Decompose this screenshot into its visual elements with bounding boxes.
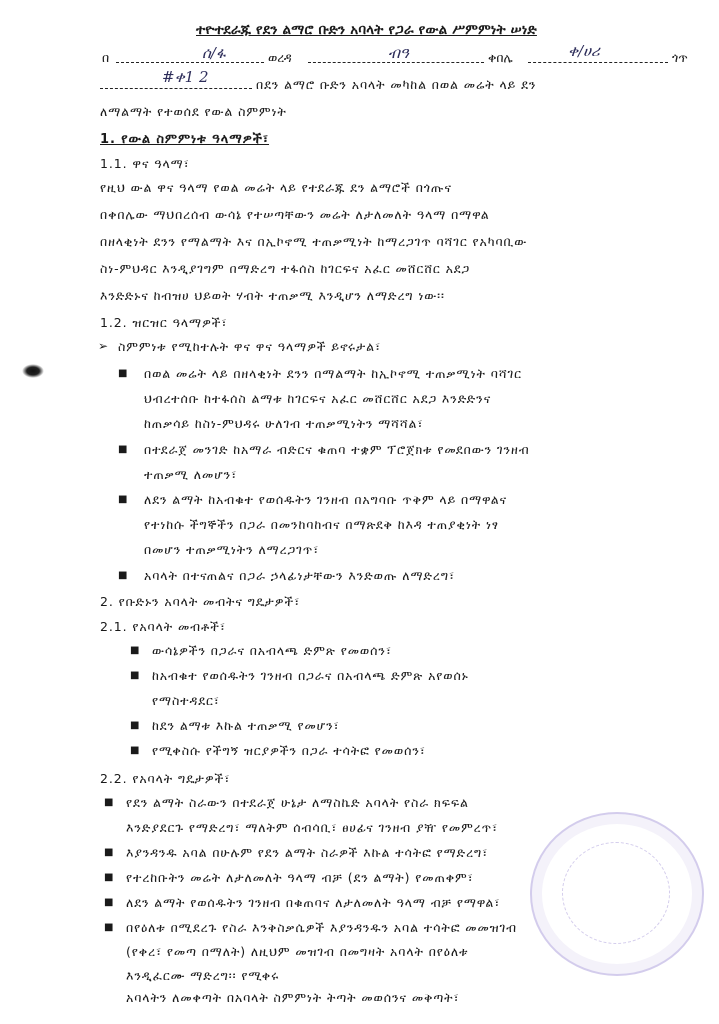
handwritten-zone: ሰ/ፋ: [202, 44, 226, 62]
document-title: ተዮተደራጁ የደን ልማሮ ቡድን አባላት የጋራ የውል ሥምምነት ሠነድ: [196, 22, 537, 38]
list-item-line: ከጠቃሳይ ከስነ-ምህዳሩ ሁለገብ ተጠቃሚነትን ማሻሻል፣: [144, 416, 424, 431]
official-stamp: [530, 812, 704, 976]
section-2-2-heading: 2.2. የአባላት ግዴታዎች፣: [100, 771, 231, 786]
section-1-1-heading: 1.1. ዋና ዓላማ፣: [100, 156, 190, 171]
list-item-line: በተደራጀ መንገድ ከአማራ ብድርና ቁጠባ ተቋም ፕሮጀክቱ የመደበውን ገንዘብ: [144, 442, 530, 457]
list-item-line: የተነከሱ ችግኞችን በጋራ በመንከባከብና በማጽደቅ ከእዳ ተጠያቂነት ነፃ: [144, 517, 499, 532]
list-item-line: በወል መሬት ላይ በዘላቂነት ደንን በማልማት ከኢኮኖሚ ተጠቃሚነት ባሻገር: [144, 366, 522, 381]
list-item-line: ህብረተሰቡ ከተፋሰስ ልማቱ ከገርፍና አፈር መሸርሸር አደጋ እንድድንና: [144, 391, 492, 406]
list-item-line: በየዕለቱ በሚደረጉ የስራ እንቅስቃሴዎች እያንዳንዱን አባል ተሳትፎ መመዝገብ: [126, 920, 517, 935]
square-bullet-icon: ■: [104, 872, 114, 883]
square-bullet-icon: ■: [104, 797, 114, 808]
handwritten-woreda: ብዓ: [388, 44, 409, 62]
list-item-line: እንዲፈርሙ ማድረግ፡፡ የሚቀሩ: [126, 968, 280, 983]
list-item-line: አባላት በተናጠልና በጋራ ኃላፊነታቸውን እንድወጡ ለማድረግ፣: [144, 568, 455, 583]
square-bullet-icon: ■: [118, 444, 128, 455]
square-bullet-icon: ■: [118, 494, 128, 505]
list-item-line: ተጠቃሚ ለመሆን፣: [144, 467, 238, 482]
square-bullet-icon: ■: [130, 670, 140, 681]
handwritten-kebele: ቀ/ሀሪ: [568, 42, 600, 60]
list-item-line: በመሆን ተጠቃሚነትን ለማረጋገጥ፣: [144, 542, 320, 557]
list-item-line: የማስተዳደር፣: [152, 693, 220, 708]
list-item-line: (የቀረ፣ የመጣ በማለት) ለዚህም መዝገብ በመግዛት አባላት በየዕለቱ: [126, 944, 469, 959]
got-label: ጎጥ: [672, 50, 688, 65]
list-item-line: የደን ልማት ስራውን በተደራጀ ሁኔታ ለማስኬድ አባላት የስራ ክፍፍል: [126, 795, 469, 810]
stamp-inner-ring: [562, 842, 670, 944]
square-bullet-icon: ■: [104, 897, 114, 908]
list-item-line: ውሳኔዎችን በጋራና በአብላጫ ድምጽ የመወሰን፣: [152, 643, 392, 658]
para-line: እንድድኑና ከብዝሀ ህይወት ሃብት ተጠቃሚ እንዲሆን ለማድረግ ነው፡፡: [100, 288, 445, 303]
square-bullet-icon: ■: [130, 720, 140, 731]
location-fill-line: [102, 42, 692, 70]
square-bullet-icon: ■: [130, 745, 140, 756]
para-line: ስነ-ምህዳር እንዲያገግም በማድረግ ተፋሰስ ከገርፍና አፈር መሸርሸር አደጋ: [100, 261, 471, 276]
section-1-2-heading: 1.2. ዝርዝር ዓላማዎች፣: [100, 315, 228, 330]
ink-blot: [22, 364, 44, 378]
kebele-label: ቀበሌ: [488, 50, 513, 65]
section-1-heading: 1. የውል ስምምነቱ ዓላማዎች፣: [100, 132, 270, 147]
square-bullet-icon: ■: [118, 368, 128, 379]
para-line: በዘላቂነት ደንን የማልማት እና በኢኮኖሚ ተጠቃሚነት ከማረጋገጥ ባሻገር የአካባቢው: [100, 234, 528, 249]
list-item-line: እንድያደርጉ የማድረግ፣ ማለትም ሰብሳቢ፣ ፀሀፊና ገንዘብ ያዥ የመምረጥ፣: [126, 820, 499, 835]
list-item-line: የተረከቡትን መሬት ለታለመለት ዓላማ ብቻ (ደን ልማት) የመጠቀም፣: [126, 870, 474, 885]
location-prefix: በ: [102, 50, 110, 65]
intro-line-1: በደን ልማሮ ቡድን አባላት መካከል በወል መሬት ላይ ደን: [256, 77, 537, 92]
square-bullet-icon: ■: [130, 645, 140, 656]
list-item-line: ለደን ልማት የወሰዱትን ገንዘብ በቁጠባና ለታለመለት ዓላማ ብቻ የማዋል፣: [126, 895, 501, 910]
list-item-line: ከአብቁተ የወሰዱትን ገንዘብ በጋራና በአብላጫ ድምጽ አየወሰኑ: [152, 668, 469, 683]
para-line: በቀበሌው ማህበረሰብ ውሳኔ የተሠጣቸውን መሬት ለታለመለት ዓላማ በማዋል: [100, 207, 490, 222]
intro-line-2: ለማልማት የተወሰደ የውል ስምምነት: [100, 104, 287, 119]
square-bullet-icon: ■: [104, 922, 114, 933]
section-2-1-heading: 2.1. የአባላት መብቶች፣: [100, 619, 226, 634]
dotted-blank: [116, 50, 264, 63]
list-item-line: የሚቀስሱ የችግኝ ዝርያዎችን በጋራ ተሳትፎ የመወሰን፣: [152, 743, 426, 758]
handwritten-got: #ቀ1 2: [162, 68, 209, 86]
list-item-line: ለደን ልማት ከአብቁተ የወሰዱትን ገንዘብ በአግባቡ ጥቅም ላይ በማዋልና: [144, 492, 508, 507]
list-item-line: ከደን ልማቱ እኩል ተጠቃሚ የመሆን፣: [152, 718, 340, 733]
list-item-line: አባላትን ለመቀጣት በአባላት ስምምነት ትጣት መወሰንና መቅጣት፣: [126, 990, 460, 1005]
para-line: የዚህ ውል ዋና ዓላማ የወል መሬት ላይ የተደራጁ ደን ልማሮች በጎጡና: [100, 180, 452, 195]
objectives-intro: ስምምነቱ የሚከተሉት ዋና ዋና ዓላማዎች ይኖሩታል፣: [118, 339, 381, 354]
square-bullet-icon: ■: [118, 570, 128, 581]
arrow-bullet-icon: ➢: [98, 339, 109, 353]
square-bullet-icon: ■: [104, 847, 114, 858]
list-item-line: እያንዳንዱ አባል በሁሉም የደን ልማት ስራዎች እኩል ተሳትፎ የማድረግ፣: [126, 845, 489, 860]
section-2-heading: 2. የቡድኑን አባላት መብትና ግዴታዎች፣: [100, 594, 301, 609]
woreda-label: ወረዳ: [268, 50, 292, 65]
